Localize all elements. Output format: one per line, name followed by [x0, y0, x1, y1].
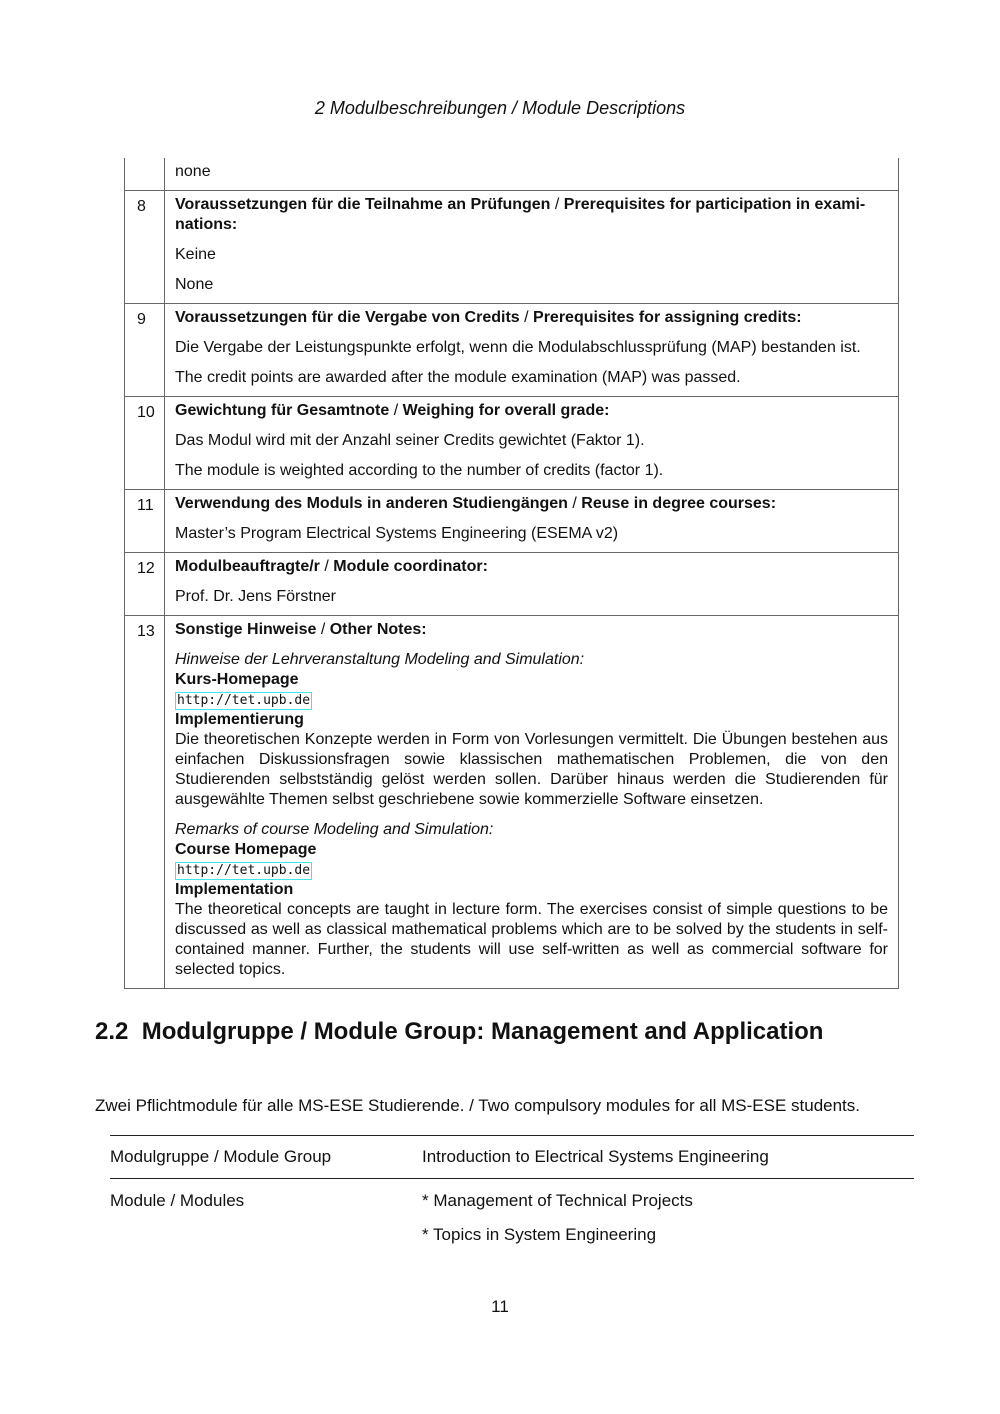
row-heading: Sonstige Hinweise / Other Notes:	[175, 621, 427, 638]
table-row-11	[125, 490, 899, 553]
homepage-label-de: Kurs-Homepage	[175, 671, 299, 688]
list-item: * Management of Technical Projects	[422, 1191, 693, 1210]
section-heading	[95, 1018, 823, 1046]
row-text: The credit points are awarded after the module examination (MAP) was passed.	[175, 369, 741, 386]
notes-intro-de: Hinweise der Lehrveranstaltung Modeling and Simulation:	[175, 651, 585, 668]
table-row-10	[125, 397, 899, 490]
row-number: 13	[125, 616, 165, 989]
implementation-text-de: Die theoretischen Konzepte werden in Form von Vorlesungen vermittelt. Die Übungen bestehen aus einfachen Diskussionsfragen sowie klassischen mathematischen Problemen, die von den Studierenden selbstständig gelöst werden sollen. Darüber hinaus werden die Studierenden für ausgewählte Themen selbst geschriebene sowie kommerzielle Software einsetzen.	[175, 731, 888, 808]
implementation-text-en: The theoretical concepts are taught in lecture form. The exercises consist of simple questions to be discussed as well as classical mathematical problems which are to be solved by the students in self-contained manner. Further, the students will use self-written as well as commercial software for selected topics.	[175, 901, 888, 978]
modules-label: Module / Modules	[110, 1191, 245, 1210]
group-header-value: Introduction to Electrical Systems Engineering	[422, 1136, 914, 1179]
module-description-table	[124, 158, 899, 989]
table-row-12	[125, 553, 899, 616]
list-item: * Topics in System Engineering	[422, 1225, 657, 1244]
row-heading: Verwendung des Moduls in anderen Studiengängen / Reuse in degree courses:	[175, 495, 777, 512]
row-text: Die Vergabe der Leistungspunkte erfolgt, wenn die Modulabschlussprüfung (MAP) bestanden ist.	[175, 339, 861, 356]
table-row-13	[125, 616, 899, 989]
page-number: 11	[491, 1297, 509, 1316]
row-heading: Voraussetzungen für die Teilnahme an Prüfungen / Prerequisites for participation in exami- nations:	[175, 196, 866, 233]
section-number: 2.2	[95, 1018, 129, 1045]
row-heading: Voraussetzungen für die Vergabe von Credits / Prerequisites for assigning credits:	[175, 309, 802, 326]
row-text: Prof. Dr. Jens Förstner	[175, 588, 336, 605]
implementation-label-de: Implementierung	[175, 711, 304, 728]
row-text: None	[175, 276, 214, 293]
row-heading: Modulbeauftragte/r / Module coordinator:	[175, 558, 488, 575]
row-number: 9	[125, 304, 165, 397]
row-text: Das Modul wird mit der Anzahl seiner Credits gewichtet (Faktor 1).	[175, 432, 645, 449]
group-header-row	[110, 1136, 914, 1179]
row-text: Master’s Program Electrical Systems Engineering (ESEMA v2)	[175, 525, 619, 542]
row-number: 10	[125, 397, 165, 490]
running-header: 2 Modulbeschreibungen / Module Descriptions	[314, 98, 686, 118]
table-row-carryover	[125, 158, 899, 191]
homepage-label-en: Course Homepage	[175, 841, 317, 858]
notes-intro-en: Remarks of course Modeling and Simulation:	[175, 821, 494, 838]
section-intro: Zwei Pflichtmodule für alle MS-ESE Studierende. / Two compulsory modules for all MS-ESE students.	[95, 1096, 861, 1115]
row-number: 12	[125, 553, 165, 616]
carryover-text: none	[175, 163, 211, 180]
table-row-8	[125, 191, 899, 304]
course-homepage-link-en[interactable]: http://tet.upb.de	[177, 863, 311, 878]
course-homepage-link-de[interactable]: http://tet.upb.de	[177, 693, 311, 708]
row-number: 8	[125, 191, 165, 304]
implementation-label-en: Implementation	[175, 881, 294, 898]
section-title-text: Modulgruppe / Module Group: Management and Application	[141, 1018, 824, 1045]
module-group-table	[110, 1135, 914, 1259]
row-text: The module is weighted according to the number of credits (factor 1).	[175, 462, 664, 479]
row-heading: Gewichtung für Gesamtnote / Weighing for overall grade:	[175, 402, 610, 419]
group-header-label: Modulgruppe / Module Group	[110, 1136, 422, 1179]
row-text: Keine	[175, 246, 216, 263]
group-modules-row	[110, 1179, 914, 1260]
table-row-9	[125, 304, 899, 397]
row-number: 11	[125, 490, 165, 553]
